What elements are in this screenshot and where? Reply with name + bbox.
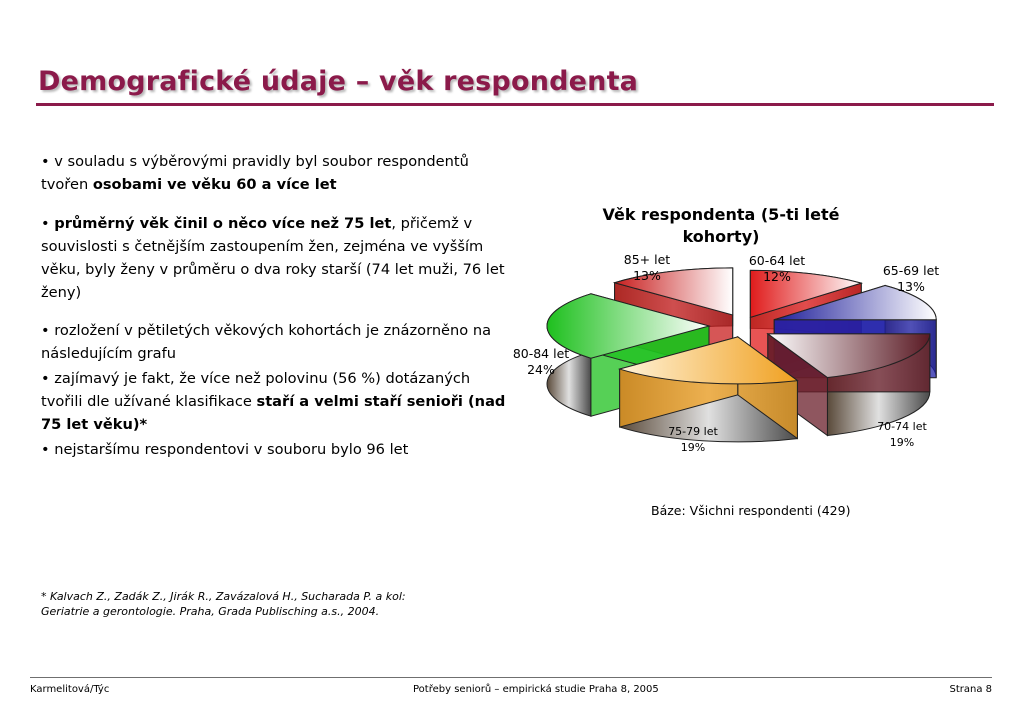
base-note: Báze: Všichni respondenti (429) bbox=[651, 503, 851, 518]
slice-value-label: 12% bbox=[763, 269, 791, 284]
slice-label: 60-64 let bbox=[748, 253, 806, 268]
footer-divider bbox=[30, 677, 992, 678]
bullet-list bbox=[41, 150, 511, 461]
slice-label: 80-84 let bbox=[512, 346, 570, 361]
reference-line: * Kalvach Z., Zadák Z., Jirák R., Zavázalová H., Sucharada P. a kol: bbox=[41, 590, 406, 603]
bullet-text: rozložení v pětiletých věkových kohortách je znázorněno na následujícím grafu bbox=[41, 322, 492, 362]
slice-label: 75-79 let bbox=[668, 425, 718, 438]
chart-title: Věk respondenta (5-ti leté bbox=[602, 205, 840, 224]
footer-authors: Karmelitová/Týc bbox=[30, 684, 110, 695]
bullet-bold: průměrný věk činil o něco více než 75 let bbox=[54, 215, 392, 232]
bullet-text: nejstaršímu respondentovi v souboru bylo 96 let bbox=[54, 441, 409, 458]
page-title: Demografické údaje – věk respondenta bbox=[38, 66, 639, 97]
slice-value-label: 24% bbox=[527, 362, 555, 377]
chart-title: kohorty) bbox=[682, 227, 760, 246]
bullet-text: zajímavý je fakt, že více než polovinu (56 %) dotázaných tvořili dle užívané klasifikace bbox=[41, 370, 471, 410]
slice-value-label: 13% bbox=[897, 279, 925, 294]
slice-value-label: 19% bbox=[889, 436, 915, 449]
slice-label: 85+ let bbox=[623, 252, 671, 267]
age-pie-chart bbox=[500, 195, 1000, 495]
bullet-item: • v souladu s výběrovými pravidly byl soubor respondentů tvořen osobami ve věku 60 a více let bbox=[41, 153, 469, 193]
bullet-item: • zajímavý je fakt, že více než polovinu (56 %) dotázaných tvořili dle užívané klasifikace staří a velmi staří senioři (nad 75 let věku)* bbox=[41, 370, 506, 433]
footer-page-number: Strana 8 bbox=[949, 684, 992, 695]
pie-slices bbox=[547, 268, 936, 442]
slice-label: 70-74 let bbox=[877, 420, 927, 433]
bullet-bold: osobami ve věku 60 a více let bbox=[92, 176, 337, 193]
reference-line: Geriatrie a gerontologie. Praha, Grada Publisching a.s., 2004. bbox=[41, 605, 380, 618]
title-divider bbox=[36, 103, 994, 106]
footer-study: Potřeby seniorů – empirická studie Praha 8, 2005 bbox=[413, 684, 659, 695]
slice-value-label: 13% bbox=[633, 268, 661, 283]
reference-note bbox=[41, 589, 511, 619]
slice-value-label: 19% bbox=[680, 441, 706, 454]
bullet-bold: staří a velmi staří senioři (nad 75 let věku)* bbox=[41, 393, 506, 433]
bullet-item: • průměrný věk činil o něco více než 75 let, přičemž v souvislosti s četnějším zastoupením žen, zejména ve vyšším věku, byly ženy v průměru o dva roky starší (74 let muži, 76 let ženy) bbox=[41, 215, 505, 301]
bullet-text: v souladu s výběrovými pravidly byl soubor respondentů tvořen bbox=[41, 153, 469, 193]
bullet-text: , přičemž v souvislosti s četnějším zastoupením žen, zejména ve vyšším věku, byly ženy v průměru o dva roky starší (74 let muži, 76 let ženy) bbox=[41, 215, 505, 301]
slice-label: 65-69 let bbox=[882, 263, 940, 278]
bullet-item: • nejstaršímu respondentovi v souboru bylo 96 let bbox=[41, 441, 409, 458]
bullet-item: • rozložení v pětiletých věkových kohortách je znázorněno na následujícím grafu bbox=[41, 322, 492, 362]
